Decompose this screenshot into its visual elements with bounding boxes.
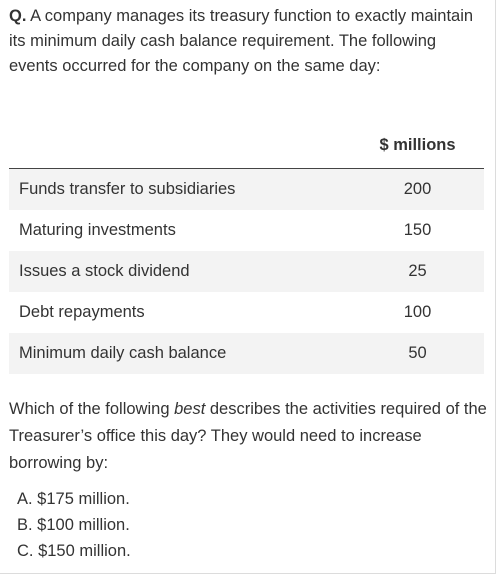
row-label: Funds transfer to subsidiaries xyxy=(19,180,236,198)
table-row xyxy=(9,210,484,251)
row-value: 200 xyxy=(403,180,432,198)
table-row xyxy=(9,169,484,210)
question-body: A company manages its treasury function to exactly maintain its minimum daily cash balance requirement. The following events occurred for the company on the same day: xyxy=(9,7,474,75)
row-value: 100 xyxy=(403,303,432,321)
answer-options xyxy=(17,486,317,564)
row-value: 25 xyxy=(408,262,427,280)
column-header-millions: $ millions xyxy=(379,136,456,154)
table-row xyxy=(9,333,484,374)
row-label: Minimum daily cash balance xyxy=(19,344,227,362)
answer-option-a[interactable]: A. $175 million. xyxy=(17,490,130,508)
prompt-after: describes the activities required of the Treasurer’s office this day? They would need to increase borrowing by: xyxy=(9,400,487,472)
row-value: 50 xyxy=(408,344,427,362)
prompt-emphasis: best xyxy=(174,400,206,418)
answer-option-b[interactable]: B. $100 million. xyxy=(17,516,130,534)
answer-option-c[interactable]: C. $150 million. xyxy=(17,542,131,560)
table-row xyxy=(9,251,484,292)
row-label: Issues a stock dividend xyxy=(19,262,190,280)
question-prompt xyxy=(9,396,489,477)
prompt-before: Which of the following xyxy=(9,400,175,418)
table-row xyxy=(9,292,484,333)
row-value: 150 xyxy=(403,221,432,239)
question-label: Q. xyxy=(9,7,27,25)
table-body xyxy=(9,169,484,374)
row-label: Maturing investments xyxy=(19,221,176,239)
question-text xyxy=(9,4,489,79)
row-label: Debt repayments xyxy=(19,303,145,321)
